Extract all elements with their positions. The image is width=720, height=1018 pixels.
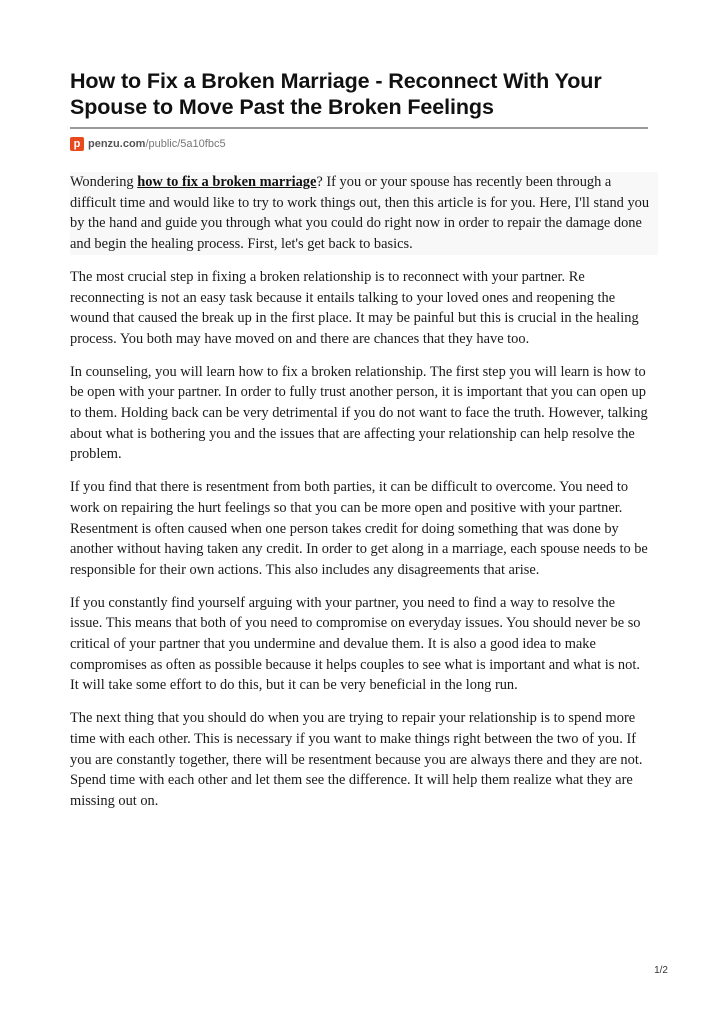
source-link[interactable] — [88, 138, 226, 150]
page-number: 1/2 — [654, 965, 668, 976]
article-link[interactable]: how to fix a broken marriage — [137, 174, 317, 190]
article-body — [70, 172, 648, 812]
penzu-logo-icon: p — [70, 137, 84, 151]
title-divider — [70, 127, 648, 129]
page-title: How to Fix a Broken Marriage - Reconnect With Your Spouse to Move Past the Broken Feelings — [70, 69, 602, 119]
intro-lead: Wondering — [70, 174, 138, 190]
body-paragraph: If you find that there is resentment from both parties, it can be difficult to overcome. You need to work on repairing the hurt feelings so that you can be more open and positive with your partner. Resentment is often caused when one person takes credit for doing something that was done by another without having taken any credit. In order to get along in a marriage, each spouse needs to be responsible for their own actions. This also includes any disagreements that arise. — [70, 479, 648, 578]
intro-paragraph — [70, 172, 658, 255]
document-page — [70, 68, 648, 824]
body-paragraph: The next thing that you should do when you are trying to repair your relationship is to spend more time with each other. This is necessary if you want to make things right between the two of you. If you are constantly together, there will be resentment because you are always there and they are not. Spend time with each other and let them see the difference. It will help them realize what they are missing out on. — [70, 710, 643, 809]
intro-rest: ? If you or your spouse has recently been through a difficult time and would like to try to work things out, then this article is for you. Here, I'll stand you by the hand and guide you through what you could do right now in order to repair the damage done and begin the healing process. First, let's get back to basics. — [70, 174, 650, 253]
source-domain[interactable]: penzu.com — [88, 138, 146, 150]
source-line — [70, 136, 648, 152]
body-paragraph: If you constantly find yourself arguing with your partner, you need to find a way to resolve the issue. This means that both of you need to compromise on everyday issues. You should never be so critical of your partner that you undermine and devalue them. It is also a good idea to make compromises as often as possible because it helps couples to see what is important and what is not. It will take some effort to do this, but it can be very beneficial in the long run. — [70, 594, 641, 694]
source-path[interactable]: /public/5a10fbc5 — [145, 138, 226, 150]
body-paragraph: The most crucial step in fixing a broken relationship is to reconnect with your partner. Re reconnecting is not an easy task because it entails talking to your loved ones and reopening the wound that caused the break up in the first place. It may be painful but this is crucial in the healing process. You both may have moved on and there are chances that they have too. — [70, 268, 639, 347]
body-paragraph: In counseling, you will learn how to fix a broken relationship. The first step you will learn is how to be open with your partner. In order to fully trust another person, it is important that you can open up to them. Holding back can be very detrimental if you do not want to face the truth. However, talking about what is bothering you and the issues that are affecting your relationship can help resolve the problem. — [70, 363, 648, 463]
